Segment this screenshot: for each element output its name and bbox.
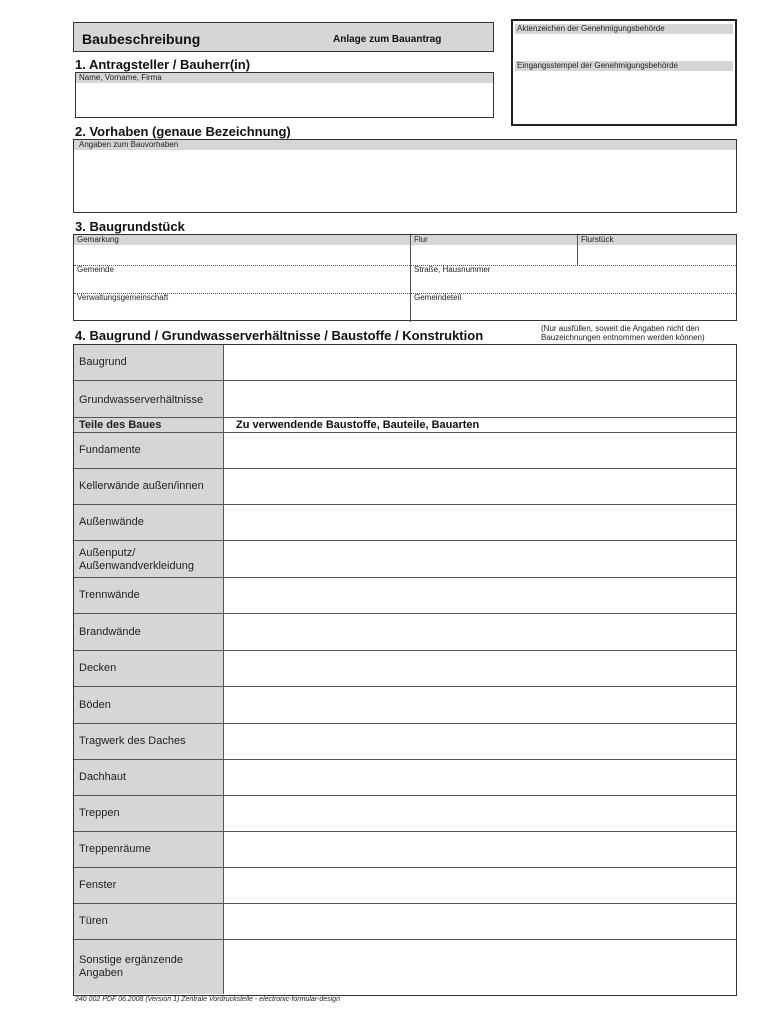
row-label-cell [74, 796, 224, 831]
row-label-cell [74, 832, 224, 867]
component-label: Fenster [79, 879, 117, 891]
form-footer: 240 002 PDF 06.2008 (Version 1) Zentrale Vordruckstelle - electronic-formular-design [75, 996, 340, 1003]
component-label: Böden [79, 699, 111, 711]
table-row [74, 796, 736, 832]
component-label: Tragwerk des Daches [79, 735, 186, 747]
row-label-cell [74, 868, 224, 903]
teile-header: Teile des Baues [79, 419, 162, 431]
component-input[interactable] [225, 505, 736, 540]
teile-header-cell [74, 418, 224, 432]
row-label-cell [74, 505, 224, 540]
title-box [73, 22, 494, 52]
component-label: Sonstige ergänzende [79, 954, 183, 966]
project-description-field[interactable] [73, 139, 737, 213]
gemarkung-field[interactable] [74, 235, 410, 265]
authority-stamp-box [511, 19, 737, 126]
component-input[interactable] [225, 541, 736, 577]
strasse-field[interactable] [411, 265, 736, 293]
row-label-cell [74, 760, 224, 795]
grundwasser-input[interactable] [225, 381, 736, 417]
row-label-cell [74, 904, 224, 939]
section3-heading: 3. Baugrundstück [75, 219, 185, 234]
table-row [74, 614, 736, 651]
gemarkung-label: Gemarkung [77, 235, 119, 244]
flurstueck-field[interactable] [578, 235, 736, 265]
table-row [74, 651, 736, 687]
form-subtitle: Anlage zum Bauantrag [333, 34, 442, 45]
row-label-cell [74, 687, 224, 723]
plot-table [73, 234, 737, 321]
gemeinde-field[interactable] [74, 265, 410, 293]
component-label: Treppen [79, 807, 120, 819]
component-input[interactable] [225, 868, 736, 903]
section4-heading: 4. Baugrund / Grundwasserverhältnisse / Baustoffe / Konstruktion [75, 328, 484, 343]
component-input[interactable] [225, 760, 736, 795]
section4-note-line1: (Nur ausfüllen, soweit die Angaben nicht den [541, 324, 700, 333]
row-label-cell [74, 614, 224, 650]
table-row [74, 868, 736, 904]
form-title: Baubeschreibung [82, 31, 201, 47]
grundwasser-label: Grundwasserverhältnisse [79, 394, 204, 406]
project-description-label: Angaben zum Bauvorhaben [79, 140, 179, 149]
flur-field[interactable] [411, 235, 577, 265]
component-label: Fundamente [79, 444, 141, 456]
section1-heading: 1. Antragsteller / Bauherr(in) [75, 57, 251, 72]
strasse-label: Straße, Hausnummer [414, 265, 491, 274]
table-row [74, 578, 736, 614]
table-row [74, 541, 736, 578]
eingangsstempel-field[interactable] [515, 72, 733, 122]
table-row [74, 687, 736, 724]
row-label-cell [74, 381, 224, 417]
table-row [74, 505, 736, 541]
section2-heading: 2. Vorhaben (genaue Bezeichnung) [75, 124, 291, 139]
eingangsstempel-label: Eingangsstempel der Genehmigungsbehörde [515, 61, 733, 71]
gemeindeteil-field[interactable] [411, 293, 736, 320]
gemeinde-label: Gemeinde [77, 265, 114, 274]
component-label: Außenputz/ [79, 547, 136, 559]
row-label-cell [74, 940, 224, 994]
component-input[interactable] [225, 832, 736, 867]
flurstueck-label: Flurstück [581, 235, 614, 244]
table-row [74, 760, 736, 796]
component-label: Brandwände [79, 626, 141, 638]
component-label-line2: Angaben [79, 967, 124, 979]
table-row [74, 724, 736, 760]
aktenzeichen-label: Aktenzeichen der Genehmigungsbehörde [515, 24, 733, 34]
component-label: Kellerwände außen/innen [79, 480, 204, 492]
construction-table [73, 344, 737, 996]
row-label-cell [74, 345, 224, 380]
component-label: Dachhaut [79, 771, 127, 783]
component-label-line2: Außenwandverkleidung [79, 560, 194, 572]
baugrund-input[interactable] [225, 345, 736, 380]
table-row-baugrund [74, 345, 736, 381]
gemeindeteil-label: Gemeindeteil [414, 293, 462, 302]
table-row [74, 433, 736, 469]
row-label-cell [74, 469, 224, 504]
verwaltungsgemeinschaft-label: Verwaltungsgemeinschaft [77, 293, 169, 302]
row-label-cell [74, 724, 224, 759]
row-label-cell [74, 433, 224, 468]
baugrund-label: Baugrund [79, 356, 127, 368]
applicant-field[interactable] [75, 72, 494, 118]
component-input[interactable] [225, 433, 736, 468]
table-row [74, 469, 736, 505]
component-input[interactable] [225, 614, 736, 650]
table-row [74, 832, 736, 868]
component-input[interactable] [225, 724, 736, 759]
component-label: Außenwände [79, 516, 144, 528]
component-input[interactable] [225, 651, 736, 686]
component-label: Türen [79, 915, 108, 927]
baustoffe-header: Zu verwendende Baustoffe, Bauteile, Bauarten [236, 419, 480, 431]
component-input[interactable] [225, 687, 736, 723]
component-input[interactable] [225, 469, 736, 504]
component-input[interactable] [225, 578, 736, 613]
table-row [74, 904, 736, 940]
component-label: Treppenräume [79, 843, 151, 855]
row-label-cell [74, 651, 224, 686]
table-row [74, 940, 736, 994]
component-input[interactable] [225, 940, 736, 994]
table-row-grundwasser [74, 381, 736, 418]
row-label-cell [74, 578, 224, 613]
table-header-row [74, 418, 736, 433]
section4-note-line2: Bauzeichnungen entnommen werden können) [541, 333, 705, 342]
applicant-label: Name, Vorname, Firma [79, 73, 162, 82]
flur-label: Flur [414, 235, 428, 244]
component-label: Trennwände [79, 589, 140, 601]
aktenzeichen-field[interactable] [515, 35, 733, 59]
component-input[interactable] [225, 796, 736, 831]
row-label-cell [74, 541, 224, 577]
component-label: Decken [79, 662, 117, 674]
component-input[interactable] [225, 904, 736, 939]
verwaltungsgemeinschaft-field[interactable] [74, 293, 410, 320]
